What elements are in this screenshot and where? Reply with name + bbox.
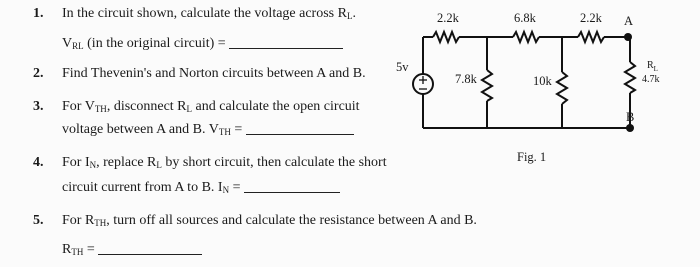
label-6k8: 6.8k [514,11,536,25]
label-rl: $R_L$ [647,60,658,73]
terminal-b [626,124,634,132]
question-1-answer: $V_{RL}$ (in the original circuit) = [62,36,343,52]
label-4k7: 4.7k [642,74,660,85]
question-number-3: 3. [33,99,44,114]
resistor-6k8 [513,32,539,42]
label-node-b: B [626,110,635,124]
label-source: 5v [396,60,409,74]
figure-caption: Fig. 1 [517,150,547,164]
question-5-text: For $R_{TH}$, turn off all sources and calculate the resistance between A and B. [62,213,477,228]
question-2-text: Find Thevenin's and Norton circuits between A and B. [62,66,366,81]
resistor-7k8 [482,70,492,101]
question-3-text: For $V_{TH}$, disconnect $R_L$ and calculate the open circuit [62,99,360,114]
resistor-2k2-right [578,32,604,42]
question-1-text: In the circuit shown, calculate the voltage across $R_L$. [62,6,356,21]
question-3-answer: voltage between A and B. $V_{TH}$ = [62,122,354,138]
question-number-5: 5. [33,213,44,228]
resistor-10k [557,72,567,104]
question-4-text: For $I_N$, replace $R_L$ by short circuit, then calculate the short [62,155,387,170]
question-number-2: 2. [33,66,44,81]
terminal-a [624,33,632,41]
question-number-4: 4. [33,155,44,170]
question-5-answer: $R_{TH}$ = [62,242,202,258]
label-node-a: A [624,14,634,28]
resistor-rl [625,62,635,93]
resistor-2k2-left [433,32,459,42]
label-2k2-left: 2.2k [437,11,459,25]
label-2k2-right: 2.2k [580,11,602,25]
label-7k8: 7.8k [455,72,477,86]
label-10k: 10k [533,74,552,88]
question-number-1: 1. [33,6,44,21]
question-4-answer: circuit current from A to B. $I_N$ = [62,180,340,196]
